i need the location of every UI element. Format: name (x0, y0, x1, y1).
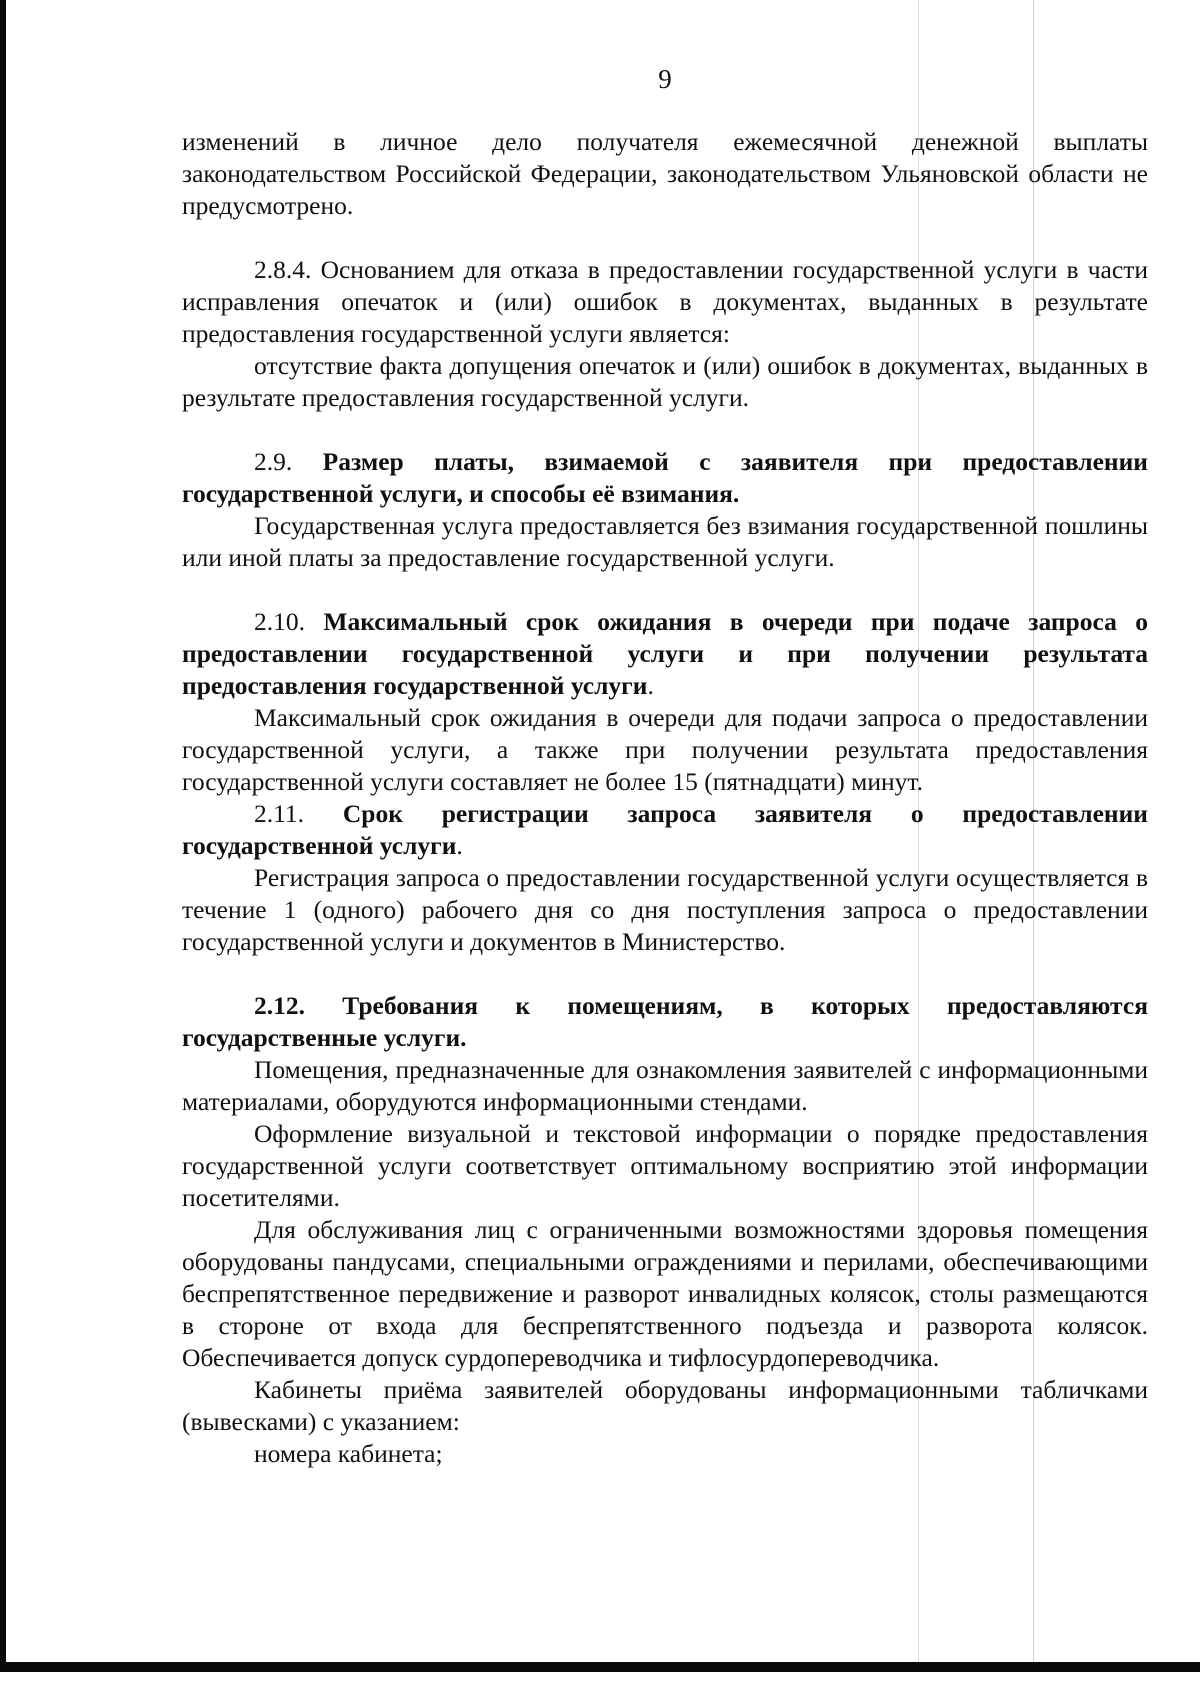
section-heading: 2.12. Требования к помещениям, в которых предоставляются государственные услуги. (182, 991, 1148, 1052)
paragraph: Помещения, предназначенные для ознакомления заявителей с информационными материалами, оборудуются информационными стендами. (182, 1055, 1148, 1116)
paragraph: Оформление визуальной и текстовой информации о порядке предоставления государственной услуги соответствует оптимальному восприятию этой информации посетителями. (182, 1119, 1148, 1212)
paragraph: Максимальный срок ожидания в очереди для подачи запроса о предоставлении государственной услуги, а также при получении результата предоставления государственной услуги составляет не более 15 (пятнадцати) минут. (182, 703, 1148, 796)
scan-border-left (0, 0, 6, 1672)
document-body (182, 126, 1148, 1470)
page-number: 9 (658, 64, 672, 94)
scan-border-bottom (0, 1662, 1200, 1672)
paragraph: отсутствие факта допущения опечаток и (или) ошибок в документах, выданных в результате предоставления государственной услуги. (182, 351, 1148, 412)
paragraph: Для обслуживания лиц с ограниченными возможностями здоровья помещения оборудованы пандусами, специальными ограждениями и перилами, обеспечивающими беспрепятственное передвижение и разворот инвалидных колясок, столы размещаются в стороне от входа для беспрепятственного подъезда и разворота колясок. Обеспечивается допуск сурдопереводчика и тифлосурдопереводчика. (182, 1215, 1148, 1372)
section-heading: 2.11. Срок регистрации запроса заявителя о предоставлении государственной услуги. (182, 799, 1148, 860)
paragraph: Регистрация запроса о предоставлении государственной услуги осуществляется в течение 1 (одного) рабочего дня со дня поступления запроса о предоставлении государственной услуги и документов в Министерство. (182, 863, 1148, 956)
section-heading: 2.10. Максимальный срок ожидания в очереди при подаче запроса о предоставлении государственной услуги и при получении результата предоставления государственной услуги. (182, 607, 1149, 700)
paragraph: 2.8.4. Основанием для отказа в предоставлении государственной услуги в части исправления опечаток и (или) ошибок в документах, выданных в результате предоставления государственной услуги является: (182, 255, 1148, 348)
paragraph: Государственная услуга предоставляется без взимания государственной пошлины или иной платы за предоставление государственной услуги. (182, 511, 1148, 572)
paragraph: номера кабинета; (254, 1439, 443, 1468)
section-heading: 2.9. Размер платы, взимаемой с заявителя при предоставлении государственной услуги, и способы её взимания. (182, 447, 1148, 508)
paragraph: изменений в личное дело получателя ежемесячной денежной выплаты законодательством Российской Федерации, законодательством Ульяновской области не предусмотрено. (182, 127, 1148, 220)
paragraph: Кабинеты приёма заявителей оборудованы информационными табличками (вывесками) с указанием: (182, 1375, 1148, 1436)
